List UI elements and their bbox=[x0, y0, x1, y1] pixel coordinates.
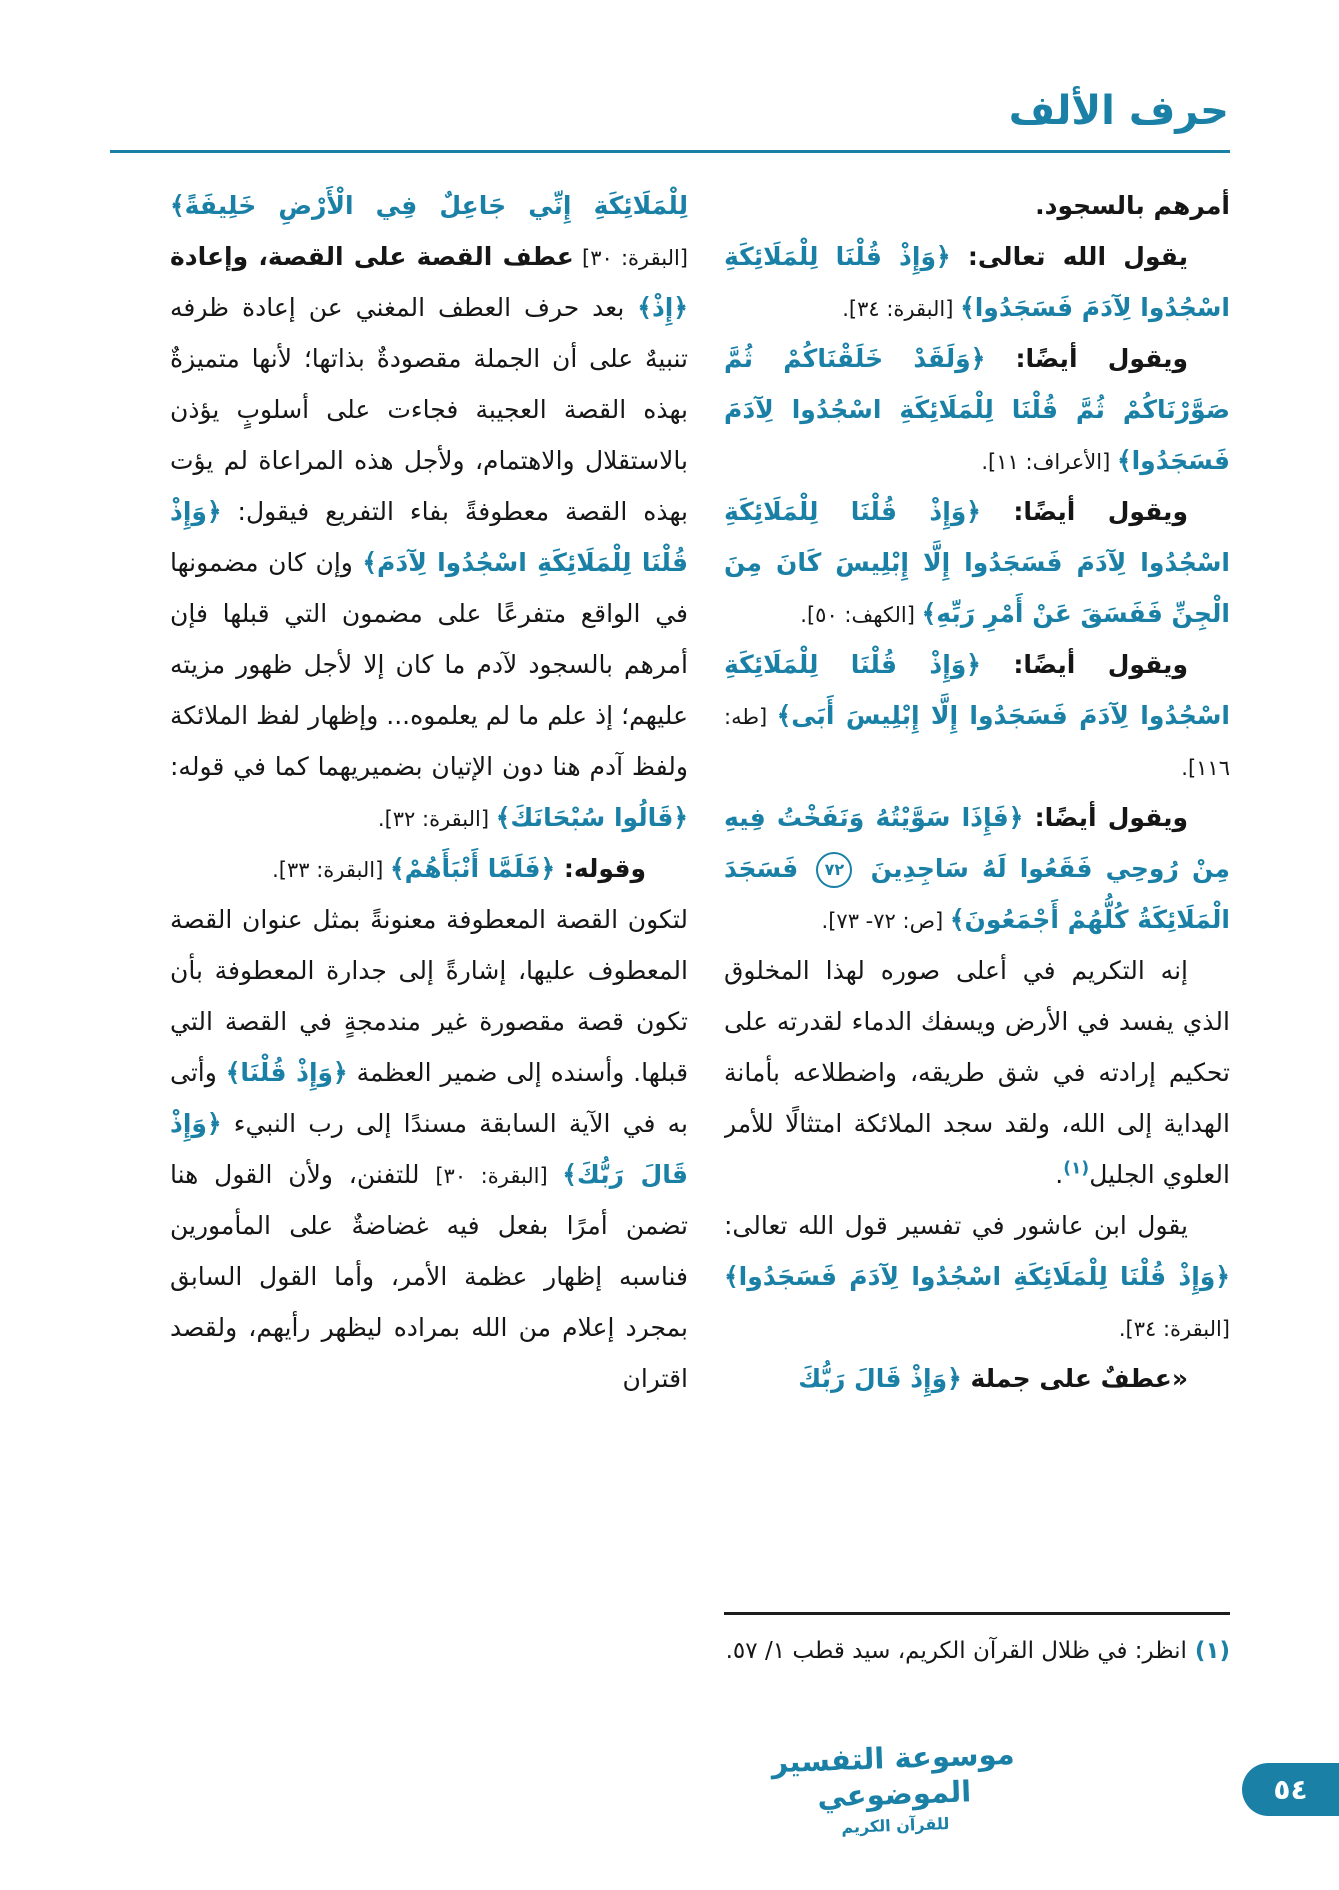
paragraph bbox=[170, 894, 688, 1404]
column-right bbox=[724, 180, 1230, 1404]
quran-verse: ﴿إِذْ﴾ bbox=[637, 293, 688, 322]
verse-reference: [البقرة: ٣٠] bbox=[435, 1164, 563, 1188]
footnote-text: انظر: في ظلال القرآن الكريم، سيد قطب ١/ ٥٧. bbox=[725, 1638, 1187, 1664]
quran-verse: ﴿وَإِذْ قُلْنَا لِلْمَلَائِكَةِ اسْجُدُوا لِآدَمَ فَسَجَدُوا إِلَّا إِبْلِيسَ كَانَ مِنَ الْجِنِّ فَفَسَقَ عَنْ أَمْرِ رَبِّهِ﴾ bbox=[724, 497, 1230, 628]
publisher-logo bbox=[767, 1736, 1020, 1839]
verse-reference: [طه: ١١٦]. bbox=[724, 705, 1230, 780]
verse-reference: [البقرة: ٣٢]. bbox=[377, 807, 496, 831]
body-text: وإن كان مضمونها في الواقع متفرعًا على مضمون التي قبلها فإن أمرهم بالسجود لآدم ما كان إلا لأجل ظهور مزيته عليهم؛ إذ علم ما لم يعلموه... وإظهار لفظ الملائكة ولفظ آدم هنا دون الإتيان بضميريهما كما في قوله: bbox=[170, 548, 688, 781]
body-text: يقول ابن عاشور في تفسير قول الله تعالى: bbox=[724, 1211, 1188, 1240]
footnote bbox=[724, 1612, 1230, 1674]
quran-verse: ﴿فَلَمَّا أَنْبَأَهُمْ﴾ bbox=[389, 854, 556, 883]
body-text: وأتى به في الآية السابقة مسندًا إلى رب النبيء bbox=[170, 1058, 688, 1138]
footnote-ref-marker: (١) bbox=[1063, 1158, 1090, 1179]
quran-verse: ﴿فَإِذَا سَوَّيْتُهُ وَنَفَخْتُ فِيهِ مِنْ رُوحِي فَقَعُوا لَهُ سَاجِدِينَ bbox=[724, 803, 1230, 883]
bold-text: ويقول أيضًا: bbox=[980, 650, 1188, 679]
page-number-badge bbox=[1242, 1763, 1339, 1816]
quran-verse: ﴿وَإِذْ قُلْنَا لِلْمَلَائِكَةِ اسْجُدُوا لِآدَمَ﴾ bbox=[170, 497, 688, 577]
body-text: بعد حرف العطف المغني عن إعادة ظرفه تنبيهٌ على أن الجملة مقصودةٌ بذاتها؛ لأنها متميزةٌ بهذه القصة العجيبة فجاءت على أسلوبٍ يؤذن بالاستقلال والاهتمام، ولأجل هذه المراعاة لم يؤت بهذه القصة معطوفةً بفاء التفريع فيقول: bbox=[170, 293, 688, 526]
quran-verse: ﴿وَإِذْ قَالَ رَبُّكَ﴾ bbox=[170, 1109, 688, 1189]
paragraph bbox=[170, 180, 688, 843]
verse-reference: [البقرة: ٣٣]. bbox=[272, 858, 390, 882]
quran-verse: ﴿وَإِذْ قُلْنَا لِلْمَلَائِكَةِ اسْجُدُوا لِآدَمَ فَسَجَدُوا﴾ bbox=[724, 242, 1230, 322]
quran-verse: ﴿وَإِذْ قُلْنَا لِلْمَلَائِكَةِ اسْجُدُوا لِآدَمَ فَسَجَدُوا إِلَّا إِبْلِيسَ أَبَى﴾ bbox=[724, 650, 1230, 730]
paragraph bbox=[724, 333, 1230, 486]
bold-text: ويقول أيضًا: bbox=[980, 497, 1188, 526]
bold-text: عطف القصة على القصة، وإعادة bbox=[170, 242, 574, 271]
paragraph bbox=[724, 231, 1230, 333]
paragraph bbox=[724, 1200, 1230, 1353]
quran-verse: ﴿قَالُوا سُبْحَانَكَ﴾ bbox=[495, 803, 688, 832]
bold-text: «عطفٌ على جملة bbox=[961, 1364, 1188, 1393]
bold-text: أمرهم بالسجود. bbox=[1035, 191, 1230, 220]
paragraph bbox=[724, 1353, 1230, 1404]
column-left bbox=[170, 180, 688, 1404]
chapter-header: حرف الألف bbox=[1008, 88, 1229, 134]
paragraph bbox=[724, 945, 1230, 1200]
verse-reference: [الكهف: ٥٠]. bbox=[800, 603, 922, 627]
verse-reference: [البقرة: ٣٤]. bbox=[842, 297, 961, 321]
header-divider-rule bbox=[110, 150, 1230, 153]
paragraph bbox=[724, 180, 1230, 231]
page-body bbox=[170, 180, 1230, 1404]
bold-text: يقول الله تعالى: bbox=[950, 242, 1188, 271]
paragraph bbox=[170, 843, 688, 894]
page-number: ٥٤ bbox=[1273, 1773, 1308, 1806]
body-text: إنه التكريم في أعلى صوره لهذا المخلوق الذي يفسد في الأرض ويسفك الدماء لقدرته على تحكيم إرادته في شق طريقه، واضطلاعه بأمانة الهداية إلى الله، ولقد سجد الملائكة امتثالًا للأمر العلوي الجليل bbox=[724, 956, 1230, 1189]
verse-reference: [الأعراف: ١١]. bbox=[981, 450, 1117, 474]
paragraph bbox=[724, 792, 1230, 945]
body-text: . bbox=[1055, 1160, 1064, 1189]
paragraph bbox=[724, 639, 1230, 792]
verse-reference: [ص: ٧٢- ٧٣]. bbox=[821, 909, 950, 933]
paragraph bbox=[724, 486, 1230, 639]
quran-verse: ﴿وَإِذْ قُلْنَا لِلْمَلَائِكَةِ اسْجُدُوا لِآدَمَ فَسَجَدُوا﴾ bbox=[724, 1262, 1230, 1291]
body-text: لتكون القصة المعطوفة معنونةً بمثل عنوان القصة المعطوف عليها، إشارةً إلى جدارة المعطوفة بأن تكون قصة مقصورة غير مندمجةٍ في القصة التي قبلها. وأسنده إلى ضمير العظمة bbox=[170, 905, 688, 1087]
quran-verse: ﴿وَإِذْ قَالَ رَبُّكَ bbox=[798, 1364, 962, 1393]
bold-text: ويقول أيضًا: bbox=[985, 344, 1188, 373]
logo-title: موسوعة التفسير الموضوعي bbox=[770, 1736, 1016, 1814]
quran-verse: ﴿وَلَقَدْ خَلَقْنَاكُمْ ثُمَّ صَوَّرْنَاكُمْ ثُمَّ قُلْنَا لِلْمَلَائِكَةِ اسْجُدُوا لِآدَمَ فَسَجَدُوا﴾ bbox=[724, 344, 1230, 475]
verse-reference: [البقرة: ٣٠] bbox=[573, 246, 688, 270]
quran-verse: ﴿وَإِذْ قُلْنَا﴾ bbox=[225, 1058, 348, 1087]
footnote-number: (١) bbox=[1186, 1638, 1230, 1664]
quran-verse: فَسَجَدَ الْمَلَائِكَةُ كُلُّهُمْ أَجْمَعُونَ﴾ bbox=[724, 854, 1230, 934]
bold-text: ويقول أيضًا: bbox=[1023, 803, 1188, 832]
verse-reference: [البقرة: ٣٤]. bbox=[1118, 1317, 1230, 1341]
body-text: للتفنن، ولأن القول هنا تضمن أمرًا بفعل فيه غضاضةٌ على المأمورين فناسبه إظهار عظمة الأمر، وأما القول السابق بمجرد إعلام من الله بمراده ليظهر رأيهم، ولقصد اقتران bbox=[170, 1160, 688, 1393]
ayah-number-marker: ٧٢ bbox=[816, 852, 852, 888]
bold-text: وقوله: bbox=[555, 854, 646, 883]
logo-subtitle: للقرآن الكريم bbox=[841, 1813, 950, 1837]
quran-verse: لِلْمَلَائِكَةِ إِنِّي جَاعِلٌ فِي الْأَرْضِ خَلِيفَةً﴾ bbox=[170, 191, 688, 220]
